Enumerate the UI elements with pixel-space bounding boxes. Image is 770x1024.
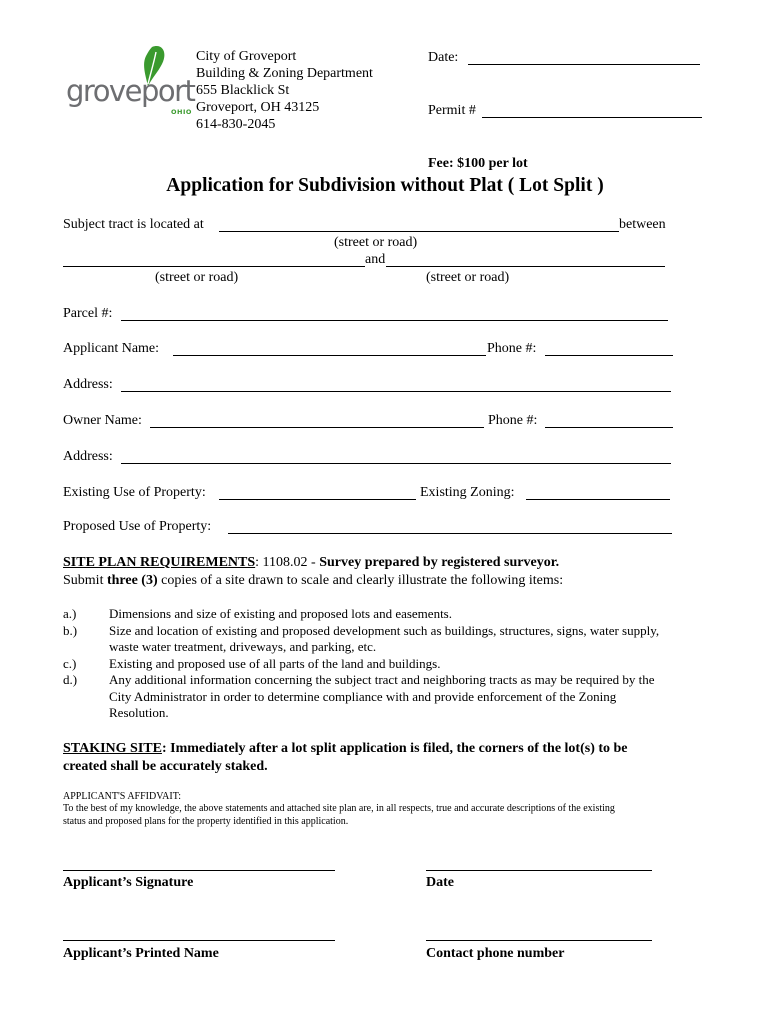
list-item-label: a.)	[63, 606, 77, 621]
affidavit-text: status and proposed plans for the property identified in this application.	[63, 816, 349, 827]
and-label: and	[365, 252, 386, 267]
fee-label: Fee	[428, 156, 449, 171]
requirements-list	[63, 606, 713, 722]
first-cross-street-field[interactable]	[63, 266, 365, 267]
applicant-phone-field[interactable]	[545, 355, 673, 356]
parcel-label: Parcel #:	[63, 306, 113, 321]
list-item-label: c.)	[63, 655, 77, 671]
applicant-signature-field[interactable]	[63, 870, 335, 871]
address-line: Building & Zoning Department	[196, 66, 373, 81]
permit-label: Permit #	[428, 103, 476, 118]
site-plan-survey: Survey prepared by registered surveyor.	[319, 555, 560, 570]
list-item-label: b.)	[63, 622, 78, 638]
existing-use-label: Existing Use of Property:	[63, 485, 206, 500]
staking-site-line1	[63, 740, 628, 757]
staking-site-line2: created shall be accurately staked.	[63, 759, 268, 774]
submit-post: copies of a site drawn to scale and clearly illustrate the following items:	[157, 573, 564, 588]
street-caption: (street or road)	[155, 270, 239, 285]
existing-zoning-label: Existing Zoning:	[420, 485, 515, 500]
address-line: 655 Blacklick St	[196, 83, 290, 98]
address-line: City of Groveport	[196, 49, 297, 64]
subject-tract-label: Subject tract is located at	[63, 217, 204, 232]
fee-value: : $100 per lot	[448, 156, 528, 171]
contact-phone-label: Contact phone number	[426, 946, 565, 961]
list-item	[63, 672, 713, 722]
printed-name-label: Applicant’s Printed Name	[63, 946, 219, 961]
street-caption: (street or road)	[426, 270, 510, 285]
owner-name-label: Owner Name:	[63, 413, 142, 428]
proposed-use-field[interactable]	[228, 533, 672, 534]
street-caption: (street or road)	[334, 235, 418, 250]
site-plan-code: : 1108.02 -	[255, 555, 320, 570]
subject-tract-street-field[interactable]	[219, 231, 619, 232]
logo-wordmark: groveport	[66, 74, 195, 108]
affidavit-heading: APPLICANT'S AFFIDVAIT:	[63, 791, 182, 802]
site-plan-heading	[63, 554, 559, 571]
list-item-text: City Administrator in order to determine compliance with and provide enforcement of the Zoning	[109, 688, 617, 704]
owner-address-field[interactable]	[121, 463, 671, 464]
proposed-use-label: Proposed Use of Property:	[63, 519, 212, 534]
existing-use-field[interactable]	[219, 499, 416, 500]
owner-address-label: Address:	[63, 449, 113, 464]
applicant-name-field[interactable]	[173, 355, 486, 356]
date-field[interactable]	[468, 64, 700, 65]
submit-count: three (3)	[106, 573, 158, 588]
printed-name-field[interactable]	[63, 940, 335, 941]
existing-zoning-field[interactable]	[526, 499, 670, 500]
list-item-text: waste water treatment, driveways, and parking, etc.	[109, 639, 377, 654]
site-plan-submit	[63, 572, 563, 589]
permit-field[interactable]	[482, 117, 702, 118]
list-item	[63, 606, 713, 623]
list-item-text: Resolution.	[109, 705, 169, 720]
owner-name-field[interactable]	[150, 427, 484, 428]
staking-site-text: : Immediately after a lot split application is filed, the corners of the lot(s) to be	[161, 741, 628, 756]
parcel-field[interactable]	[121, 320, 668, 321]
between-label: between	[619, 217, 666, 232]
date-label: Date:	[428, 50, 459, 65]
second-cross-street-field[interactable]	[386, 266, 665, 267]
signature-date-label: Date	[426, 875, 454, 890]
groveport-logo	[66, 44, 195, 124]
fee-line	[428, 155, 528, 172]
list-item-text: Dimensions and size of existing and proposed lots and easements.	[109, 606, 452, 621]
applicant-phone-label: Phone #:	[487, 341, 537, 356]
list-item	[63, 623, 713, 656]
list-item-text: Size and location of existing and proposed development such as buildings, structures, signs, water supply,	[109, 622, 660, 638]
applicant-address-label: Address:	[63, 377, 113, 392]
applicant-address-field[interactable]	[121, 391, 671, 392]
page-title: Application for Subdivision without Plat ( Lot Split )	[166, 175, 604, 196]
list-item-text: Any additional information concerning the subject tract and neighboring tracts as may be required by the	[109, 672, 655, 687]
department-address	[196, 48, 373, 133]
address-line: Groveport, OH 43125	[196, 100, 320, 115]
signature-date-field[interactable]	[426, 870, 652, 871]
affidavit-text: To the best of my knowledge, the above statements and attached site plan are, in all respects, true and accurate descriptions of the existing	[63, 803, 615, 814]
applicant-signature-label: Applicant’s Signature	[63, 875, 194, 890]
logo-ohio: OHIO	[171, 108, 192, 116]
contact-phone-field[interactable]	[426, 940, 652, 941]
submit-pre: Submit	[63, 573, 107, 588]
site-plan-title: SITE PLAN REQUIREMENTS	[63, 555, 256, 570]
list-item-text: Existing and proposed use of all parts of the land and buildings.	[109, 655, 441, 671]
staking-site-heading: STAKING SITE	[63, 741, 162, 756]
list-item	[63, 656, 713, 673]
list-item-label: d.)	[63, 672, 78, 687]
address-line: 614-830-2045	[196, 117, 276, 132]
owner-phone-label: Phone #:	[488, 413, 538, 428]
owner-phone-field[interactable]	[545, 427, 673, 428]
applicant-name-label: Applicant Name:	[63, 341, 160, 356]
